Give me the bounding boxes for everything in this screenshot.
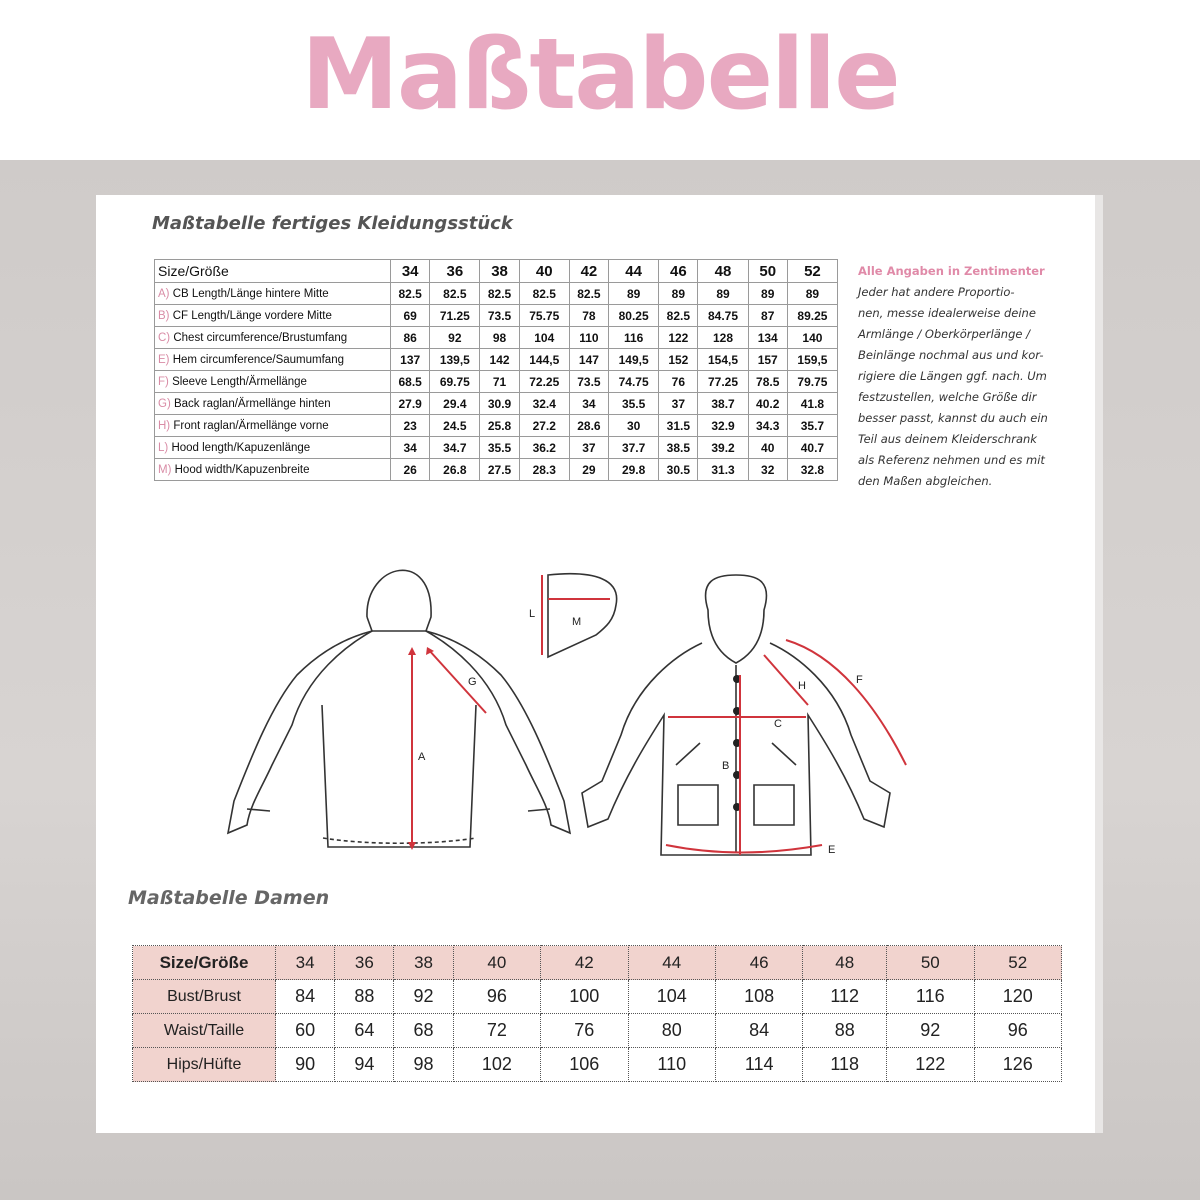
body-measure-value: 126 [974,1048,1062,1082]
body-measure-value: 114 [715,1048,802,1082]
measure-value-cell: 30 [609,415,659,437]
body-measure-value: 108 [715,980,802,1014]
note-heading: Alle Angaben in Zentimenter [858,264,1045,278]
measurement-note [858,261,1084,492]
measure-value-cell: 82.5 [569,283,608,305]
measure-value-cell: 75.75 [519,305,569,327]
label-h: H [798,680,806,692]
measure-value-cell: 71.25 [430,305,480,327]
measure-value-cell: 116 [609,327,659,349]
body-measure-value: 106 [541,1048,628,1082]
garment-table-title: Maßtabelle fertiges Kleidungsstück [152,213,513,234]
hood-view [548,574,617,657]
measure-value-cell: 40.2 [748,393,787,415]
measure-name: Sleeve Length/Ärmellänge [172,375,307,388]
front-view [582,575,890,855]
table-row [155,349,838,371]
measure-value-cell: 159,5 [787,349,837,371]
measure-value-cell: 32 [748,459,787,481]
body-measure-value: 104 [628,980,715,1014]
measure-label-cell [155,437,391,459]
label-g: G [468,676,477,688]
size-header-cell: 38 [480,260,519,283]
measure-value-cell: 84.75 [698,305,748,327]
body-measure-value: 118 [803,1048,887,1082]
measure-value-cell: 41.8 [787,393,837,415]
measure-code: C) [158,331,171,344]
body-measure-value: 68 [394,1014,453,1048]
measure-value-cell: 38.5 [659,437,698,459]
table-header-row [155,260,838,283]
measure-code: G) [158,397,171,410]
measure-code: B) [158,309,170,322]
garment-measure-table [154,259,838,481]
measure-value-cell: 80.25 [609,305,659,327]
jacket-diagram [96,555,1095,875]
measure-value-cell: 34.3 [748,415,787,437]
measure-value-cell: 82.5 [519,283,569,305]
measure-value-cell: 110 [569,327,608,349]
size-header-label: Size/Größe [155,260,391,283]
table-row [155,393,838,415]
measure-name: Hood length/Kapuzenlänge [171,441,311,454]
measure-label-cell [155,393,391,415]
measure-value-cell: 26.8 [430,459,480,481]
measure-code: A) [158,287,170,300]
body-measure-value: 116 [887,980,974,1014]
body-measure-value: 96 [453,980,540,1014]
table-row [133,1048,1062,1082]
size-header-cell: 40 [519,260,569,283]
measure-value-cell: 98 [480,327,519,349]
measure-name: Front raglan/Ärmellänge vorne [173,419,329,432]
measure-value-cell: 82.5 [659,305,698,327]
table-row [155,371,838,393]
measure-value-cell: 29.8 [609,459,659,481]
measure-value-cell: 86 [391,327,430,349]
measure-name: Hem circumference/Saumumfang [172,353,344,366]
size-header-cell: 36 [430,260,480,283]
measure-value-cell: 40 [748,437,787,459]
size-header-cell: 42 [569,260,608,283]
measure-label-cell [155,371,391,393]
table-row [155,305,838,327]
measure-code: F) [158,375,169,388]
measure-value-cell: 34 [391,437,430,459]
measure-value-cell: 36.2 [519,437,569,459]
measure-name: Chest circumference/Brustumfang [173,331,348,344]
measure-value-cell: 26 [391,459,430,481]
body-measure-value: 84 [276,980,335,1014]
label-c: C [774,718,782,730]
measure-value-cell: 149,5 [609,349,659,371]
measure-value-cell: 73.5 [480,305,519,327]
body-measure-value: 90 [276,1048,335,1082]
measure-value-cell: 35.5 [609,393,659,415]
measure-value-cell: 92 [430,327,480,349]
note-body [858,282,1084,492]
women-size-table [132,945,1062,1082]
measure-value-cell: 76 [659,371,698,393]
body-measure-value: 92 [394,980,453,1014]
measure-value-cell: 27.9 [391,393,430,415]
body-measure-label: Hips/Hüfte [133,1048,276,1082]
body-measure-value: 92 [887,1014,974,1048]
label-e: E [828,844,836,856]
measure-label-cell [155,283,391,305]
measure-value-cell: 39.2 [698,437,748,459]
measure-value-cell: 32.9 [698,415,748,437]
measure-value-cell: 78.5 [748,371,787,393]
table-row [155,459,838,481]
size-header-cell: 34 [391,260,430,283]
measure-value-cell: 29 [569,459,608,481]
note-line: Beinlänge nochmal aus und kor- [858,348,1044,362]
measure-code: M) [158,463,172,476]
size-header-cell: 44 [628,946,715,980]
measure-value-cell: 89.25 [787,305,837,327]
measure-value-cell: 27.2 [519,415,569,437]
women-table-title: Maßtabelle Damen [128,887,330,909]
measure-value-cell: 89 [609,283,659,305]
measure-value-cell: 89 [748,283,787,305]
measure-value-cell: 35.7 [787,415,837,437]
note-line: nen, messe idealerweise deine [858,306,1036,320]
measure-code: L) [158,441,169,454]
measure-value-cell: 32.8 [787,459,837,481]
note-line: Jeder hat andere Proportio- [858,285,1015,299]
measure-value-cell: 122 [659,327,698,349]
measure-value-cell: 31.5 [659,415,698,437]
measure-value-cell: 78 [569,305,608,327]
table-row [155,415,838,437]
measure-value-cell: 142 [480,349,519,371]
size-header-cell: 40 [453,946,540,980]
size-header-cell: 42 [541,946,628,980]
note-line: als Referenz nehmen und es mit [858,453,1045,467]
measure-value-cell: 35.5 [480,437,519,459]
measure-value-cell: 23 [391,415,430,437]
measure-value-cell: 72.25 [519,371,569,393]
measure-value-cell: 30.9 [480,393,519,415]
body-measure-value: 76 [541,1014,628,1048]
size-header-cell: 52 [974,946,1062,980]
measure-value-cell: 134 [748,327,787,349]
note-line: besser passt, kannst du auch ein [858,411,1048,425]
measure-value-cell: 71 [480,371,519,393]
measure-value-cell: 152 [659,349,698,371]
table-row [155,283,838,305]
note-line: festzustellen, welche Größe dir [858,390,1037,404]
measure-value-cell: 140 [787,327,837,349]
measure-value-cell: 147 [569,349,608,371]
measure-value-cell: 139,5 [430,349,480,371]
measure-value-cell: 89 [659,283,698,305]
measure-value-cell: 87 [748,305,787,327]
measure-value-cell: 128 [698,327,748,349]
measure-value-cell: 69.75 [430,371,480,393]
measure-value-cell: 89 [698,283,748,305]
size-header-cell: 36 [335,946,394,980]
note-line: den Maßen abgleichen. [858,474,993,488]
measure-value-cell: 34 [569,393,608,415]
measure-value-cell: 137 [391,349,430,371]
size-header-label: Size/Größe [133,946,276,980]
measure-value-cell: 29.4 [430,393,480,415]
header [0,0,1200,160]
measure-name: CF Length/Länge vordere Mitte [172,309,332,322]
measure-value-cell: 144,5 [519,349,569,371]
measure-value-cell: 31.3 [698,459,748,481]
table-header-row [133,946,1062,980]
measure-value-cell: 25.8 [480,415,519,437]
measure-label-cell [155,305,391,327]
size-header-cell: 50 [748,260,787,283]
body-measure-value: 60 [276,1014,335,1048]
size-header-cell: 50 [887,946,974,980]
size-header-cell: 34 [276,946,335,980]
measure-name: CB Length/Länge hintere Mitte [172,287,329,300]
measure-value-cell: 82.5 [480,283,519,305]
size-header-cell: 52 [787,260,837,283]
body-measure-value: 72 [453,1014,540,1048]
body-measure-value: 100 [541,980,628,1014]
measure-name: Hood width/Kapuzenbreite [174,463,310,476]
label-l: L [529,608,536,620]
measure-value-cell: 77.25 [698,371,748,393]
measure-label-cell [155,415,391,437]
measure-value-cell: 30.5 [659,459,698,481]
body-measure-value: 64 [335,1014,394,1048]
size-header-cell: 48 [803,946,887,980]
body-measure-label: Bust/Brust [133,980,276,1014]
measure-value-cell: 154,5 [698,349,748,371]
measure-value-cell: 27.5 [480,459,519,481]
body-measure-value: 112 [803,980,887,1014]
measure-value-cell: 37 [569,437,608,459]
body-measure-value: 84 [715,1014,802,1048]
size-header-cell: 46 [659,260,698,283]
body-measure-value: 122 [887,1048,974,1082]
measure-value-cell: 157 [748,349,787,371]
measure-value-cell: 74.75 [609,371,659,393]
table-row [155,327,838,349]
measure-value-cell: 82.5 [430,283,480,305]
label-m: M [572,616,582,628]
table-row [155,437,838,459]
measure-value-cell: 24.5 [430,415,480,437]
measure-value-cell: 79.75 [787,371,837,393]
label-b: B [722,760,730,772]
measure-value-cell: 89 [787,283,837,305]
measure-code: H) [158,419,171,432]
measure-value-cell: 68.5 [391,371,430,393]
sheet-edge [1095,195,1103,1133]
body-measure-value: 96 [974,1014,1062,1048]
size-chart-sheet [96,195,1095,1133]
measure-value-cell: 32.4 [519,393,569,415]
measure-value-cell: 37 [659,393,698,415]
front-measures [666,640,906,855]
measure-value-cell: 82.5 [391,283,430,305]
note-line: Teil aus deinem Kleiderschrank [858,432,1037,446]
note-line: Armlänge / Oberkörperlänge / [858,327,1031,341]
body-measure-value: 88 [803,1014,887,1048]
table-row [133,980,1062,1014]
measure-code: E) [158,353,170,366]
body-measure-value: 94 [335,1048,394,1082]
body-measure-value: 80 [628,1014,715,1048]
back-view [228,570,570,847]
label-f: F [856,674,863,686]
size-header-cell: 48 [698,260,748,283]
label-a: A [418,751,426,763]
measure-value-cell: 28.3 [519,459,569,481]
measure-label-cell [155,349,391,371]
measure-value-cell: 34.7 [430,437,480,459]
body-measure-label: Waist/Taille [133,1014,276,1048]
body-measure-value: 88 [335,980,394,1014]
size-header-cell: 44 [609,260,659,283]
measure-label-cell [155,459,391,481]
body-measure-value: 98 [394,1048,453,1082]
measure-value-cell: 37.7 [609,437,659,459]
size-header-cell: 46 [715,946,802,980]
hood-measures [542,575,610,655]
size-header-cell: 38 [394,946,453,980]
measure-value-cell: 69 [391,305,430,327]
measure-value-cell: 73.5 [569,371,608,393]
body-measure-value: 120 [974,980,1062,1014]
measure-value-cell: 104 [519,327,569,349]
body-measure-value: 110 [628,1048,715,1082]
measure-value-cell: 40.7 [787,437,837,459]
table-row [133,1014,1062,1048]
brand-title: Maßtabelle [301,18,899,132]
measure-value-cell: 38.7 [698,393,748,415]
measure-value-cell: 28.6 [569,415,608,437]
body-measure-value: 102 [453,1048,540,1082]
measure-name: Back raglan/Ärmellänge hinten [173,397,331,410]
measure-label-cell [155,327,391,349]
note-line: rigiere die Längen ggf. nach. Um [858,369,1047,383]
